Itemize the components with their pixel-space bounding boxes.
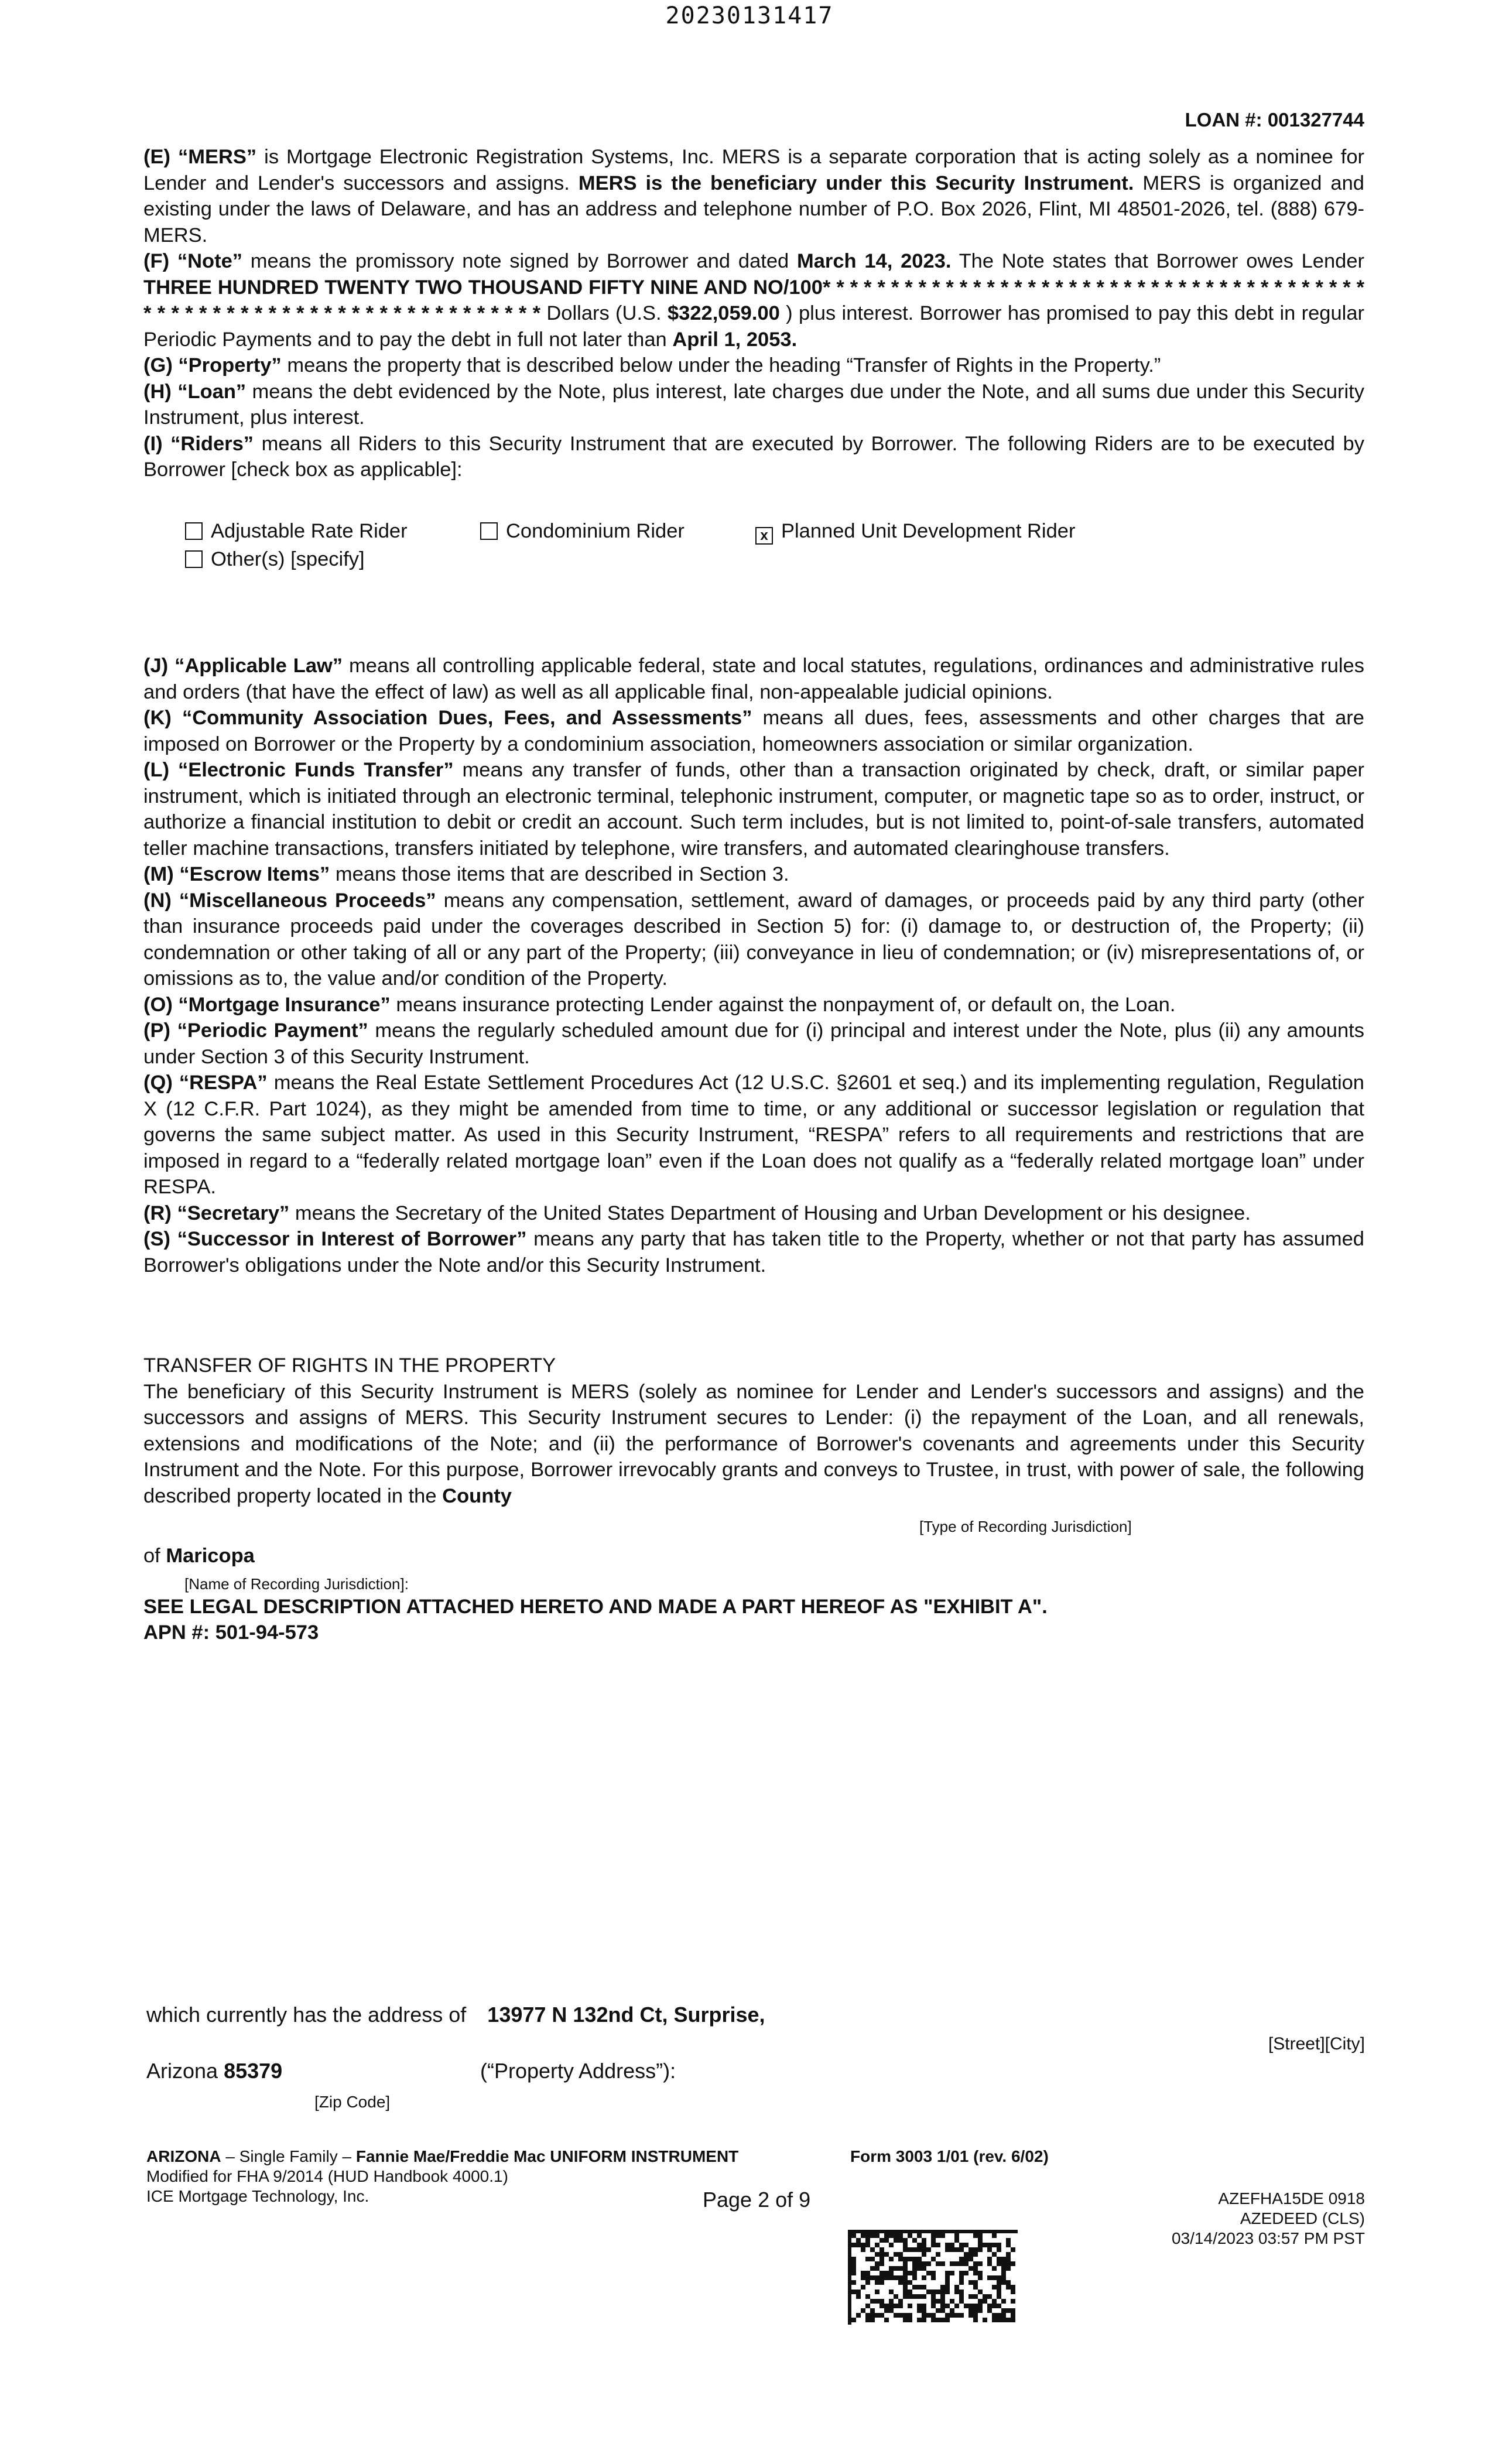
loan-number-label: LOAN #: bbox=[1185, 109, 1262, 131]
rider-condominium[interactable]: Condominium Rider bbox=[480, 520, 685, 543]
state-zip-line bbox=[146, 2059, 282, 2083]
street-city-label: [Street][City] bbox=[1268, 2034, 1365, 2054]
rider-checkbox[interactable] bbox=[185, 522, 203, 540]
street-city: 13977 N 132nd Ct, Surprise, bbox=[487, 2003, 765, 2027]
state: Arizona bbox=[146, 2059, 218, 2083]
definition-p: (P) “Periodic Payment” means the regularly scheduled amount due for (i) principal and interest under the Note, plus (ii) any amounts under Section 3 of this Security Instrument. bbox=[143, 1019, 1365, 1068]
definition-g: (G) “Property” means the property that is described below under the heading “Transfer of Rights in the Property.” bbox=[143, 354, 1161, 377]
rider-other[interactable]: Other(s) [specify] bbox=[185, 548, 365, 571]
legal-description: SEE LEGAL DESCRIPTION ATTACHED HERETO AND MADE A PART HEREOF AS "EXHIBIT A". APN #: 501-94-573 bbox=[143, 1594, 1048, 1645]
footer-modified: Modified for FHA 9/2014 (HUD Handbook 4000.1) bbox=[146, 2167, 508, 2185]
definition-f: (F) “Note” means the promissory note signed by Borrower and dated March 14, 2023. The Note states that Borrower owes Lender THREE HUNDRED TWENTY TWO THOUSAND FIFTY NINE AND NO/100* * * * * * * * * * * * * * * * * * * * * * * * * * * * * * * * * * * * * * * * * * * * * * * * * * * * * * * * * * * * * * * * * * * * * Dollars (U.S. $322,059.00 ) plus interest. Borrower has promised to pay this debt in regular Periodic Payments and to pay the debt in full not later than April 1, 2053. bbox=[143, 250, 1365, 351]
definition-i: (I) “Riders” means all Riders to this Security Instrument that are executed by Borrower. The following Riders are to be executed by Borrower [check box as applicable]: bbox=[143, 432, 1364, 481]
rider-checkbox[interactable] bbox=[480, 522, 498, 540]
definition-k: (K) “Community Association Dues, Fees, and Assessments” means all dues, fees, assessments and other charges that are imposed on Borrower or the Property by a condominium association, homeowners association or similar organization. bbox=[143, 707, 1364, 755]
rider-checkbox[interactable] bbox=[185, 550, 203, 568]
definition-n: (N) “Miscellaneous Proceeds” means any compensation, settlement, award of damages, or proceeds paid by any third party (other than insurance proceeds paid under the coverages described in Section 5) for: (i) damage to, or destruction of, the Property; (ii) condemnation or other taking of all or any part of the Property; (iii) conveyance in lieu of condemnation; or (iv) misrepresentations of, or omissions as to, the value and/or condition of the Property. bbox=[143, 889, 1365, 990]
footer-form-number: Form 3003 1/01 (rev. 6/02) bbox=[850, 2147, 1049, 2165]
definition-q: (Q) “RESPA” means the Real Estate Settlement Procedures Act (12 U.S.C. §2601 et seq.) and its implementing regulation, Regulation X (12 C.F.R. Part 1024), as they might be amended from time to time, or any additional or successor legislation or regulation that governs the same subject matter. As used in this Security Instrument, “RESPA” refers to all requirements and restrictions that are imposed in regard to a “federally related mortgage loan” even if the Loan does not qualify as a “federally related mortgage loan” under RESPA. bbox=[143, 1072, 1364, 1198]
transfer-text: The beneficiary of this Security Instrument is MERS (solely as nominee for Lender and Lender's successors and assigns) and the successors and assigns of MERS. This Security Instrument secures to Lender: (i) the repayment of the Loan, and all renewals, extensions and modifications of the Note; and (ii) the performance of Borrower's covenants and agreements under this Security Instrument and the Note. For this purpose, Borrower irrevocably grants and conveys to Trustee, in trust, with power of sale, the following described property located in the County bbox=[143, 1380, 1364, 1507]
jurisdiction-type: County bbox=[442, 1484, 512, 1507]
jurisdiction-name-label: [Name of Recording Jurisdiction]: bbox=[184, 1575, 409, 1593]
transfer-of-rights-section bbox=[143, 1353, 1364, 1509]
apn-number: 501-94-573 bbox=[215, 1621, 319, 1644]
definition-s: (S) “Successor in Interest of Borrower” means any party that has taken title to the Property, whether or not that party has assumed Borrower's obligations under the Note and/or this Security Instrument. bbox=[143, 1228, 1364, 1277]
definition-j: (J) “Applicable Law” means all controlling applicable federal, state and local statutes, regulations, ordinances and administrative rules and orders (that have the effect of law) as well as all applicable final, non-appealable judicial opinions. bbox=[143, 655, 1364, 703]
recording-number: 20230131417 bbox=[665, 2, 834, 29]
zip-code: 85379 bbox=[224, 2059, 283, 2083]
definition-l: (L) “Electronic Funds Transfer” means any transfer of funds, other than a transaction originated by check, draft, or similar paper instrument, which is initiated through an electronic terminal, telephonic instrument, computer, or magnetic tape so as to order, instruct, or authorize a financial institution to debit or credit an account. Such term includes, but is not limited to, point-of-sale transfers, automated teller machine transactions, transfers initiated by telephone, wire transfers, and automated clearinghouse transfers. bbox=[143, 759, 1365, 860]
definition-h: (H) “Loan” means the debt evidenced by the Note, plus interest, late charges due under the Note, and all sums due under this Security Instrument, plus interest. bbox=[143, 380, 1364, 429]
loan-number-value: 001327744 bbox=[1267, 109, 1364, 131]
definition-o: (O) “Mortgage Insurance” means insurance protecting Lender against the nonpayment of, or default on, the Loan. bbox=[143, 993, 1176, 1016]
transfer-heading: TRANSFER OF RIGHTS IN THE PROPERTY bbox=[143, 1354, 556, 1377]
definition-e: (E) “MERS” is Mortgage Electronic Registration Systems, Inc. MERS is a separate corporation that is acting solely as a nominee for Lender and Lender's successors and assigns. MERS is the beneficiary under this Security Instrument. MERS is organized and existing under the laws of Delaware, and has an address and telephone number of P.O. Box 2026, Flint, MI 48501-2026, tel. (888) 679-MERS. bbox=[143, 146, 1364, 247]
jurisdiction-type-label: [Type of Recording Jurisdiction] bbox=[919, 1518, 1132, 1535]
rider-checkbox[interactable]: x bbox=[755, 527, 773, 545]
rider-adjustable-rate[interactable]: Adjustable Rate Rider bbox=[185, 520, 408, 543]
footer-form-info bbox=[146, 2147, 738, 2206]
loan-number bbox=[1185, 109, 1364, 131]
footer-doc-codes: AZEFHA15DE 0918 AZEDEED (CLS) 03/14/2023 03:57 PM PST bbox=[1172, 2189, 1365, 2247]
definition-m: (M) “Escrow Items” means those items that are described in Section 3. bbox=[143, 863, 789, 885]
zip-code-label: [Zip Code] bbox=[314, 2093, 391, 2111]
barcode-icon bbox=[848, 2230, 1018, 2325]
address-line: which currently has the address of 13977 N 132nd Ct, Surprise, bbox=[146, 2003, 765, 2027]
definitions-j-to-s bbox=[143, 653, 1364, 1278]
footer-company: ICE Mortgage Technology, Inc. bbox=[146, 2187, 369, 2205]
definition-r: (R) “Secretary” means the Secretary of the United States Department of Housing and Urban Development or his designee. bbox=[143, 1202, 1251, 1224]
jurisdiction-line: of Maricopa bbox=[143, 1545, 255, 1567]
jurisdiction-name: Maricopa bbox=[166, 1545, 255, 1567]
property-address-label: (“Property Address”): bbox=[480, 2059, 676, 2083]
definitions-e-to-i bbox=[143, 144, 1364, 483]
rider-planned-unit-development[interactable]: x Planned Unit Development Rider bbox=[755, 520, 1075, 545]
footer-form-line: ARIZONA – Single Family – Fannie Mae/Freddie Mac UNIFORM INSTRUMENT bbox=[146, 2147, 739, 2165]
apn-line: APN #: 501-94-573 bbox=[143, 1621, 319, 1644]
page-number: Page 2 of 9 bbox=[703, 2188, 811, 2212]
